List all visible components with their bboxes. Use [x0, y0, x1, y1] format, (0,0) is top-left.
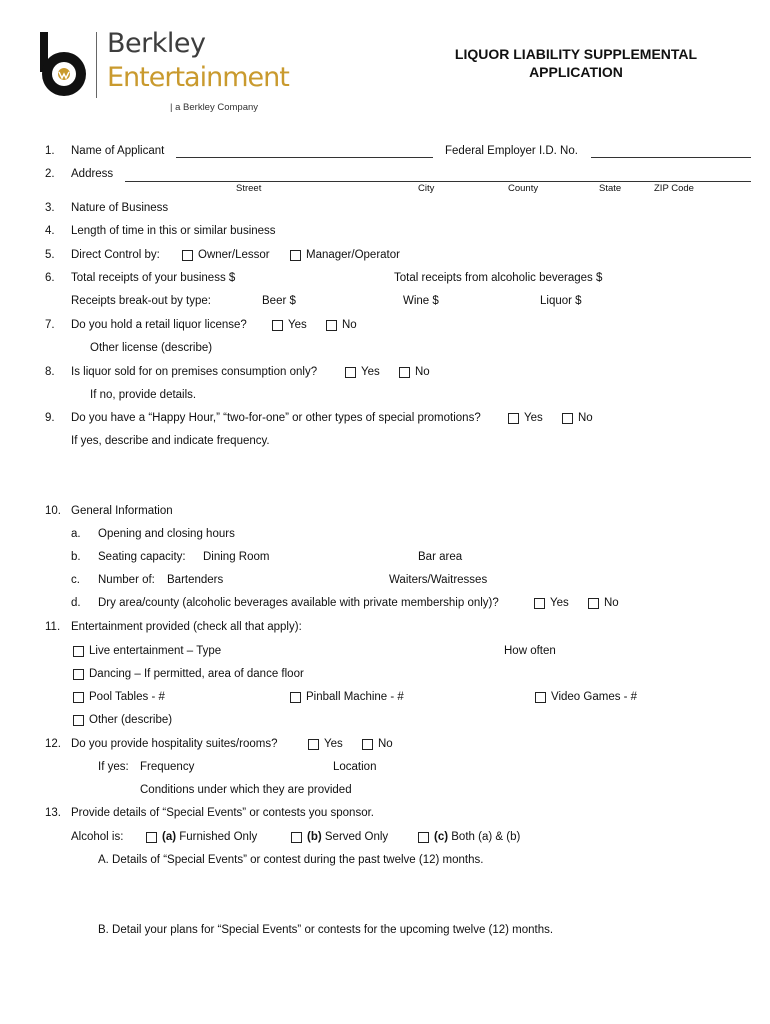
- q9-label: Do you have a “Happy Hour,” “two-for-one” or other types of special promotions?: [71, 412, 481, 424]
- owner-lessor-label: Owner/Lessor: [198, 249, 270, 261]
- q10a-letter: a.: [71, 528, 81, 540]
- option-a-marker: (a): [162, 831, 177, 843]
- logo-tagline: | a Berkley Company: [170, 102, 259, 113]
- address-city-caption: City: [418, 183, 435, 194]
- premises-yes-label: Yes: [361, 366, 380, 378]
- company-logo: [38, 28, 289, 120]
- q6-number: 6.: [45, 272, 55, 284]
- pinball-label: Pinball Machine - #: [306, 691, 404, 703]
- q4-label: Length of time in this or similar business: [71, 225, 276, 237]
- q10b-letter: b.: [71, 551, 81, 563]
- q1-number: 1.: [45, 145, 55, 157]
- license-yes-label: Yes: [288, 319, 307, 331]
- license-yes-checkbox[interactable]: [272, 320, 283, 331]
- q10-label: General Information: [71, 505, 173, 517]
- q7-number: 7.: [45, 319, 55, 331]
- video-games-label: Video Games - #: [551, 691, 638, 703]
- q11-number: 11.: [45, 621, 61, 633]
- option-b-text: Served Only: [324, 831, 389, 843]
- q13-label: Provide details of “Special Events” or contests you sponsor.: [71, 807, 374, 819]
- premises-no-label: No: [415, 366, 430, 378]
- other-entertainment-label: Other (describe): [89, 714, 173, 726]
- hospitality-yes-label: Yes: [324, 738, 343, 750]
- other-entertainment-checkbox[interactable]: [73, 715, 84, 726]
- manager-operator-checkbox[interactable]: [290, 250, 301, 261]
- logo-divider: [96, 32, 97, 98]
- q12-label: Do you provide hospitality suites/rooms?: [71, 738, 278, 750]
- q10d-letter: d.: [71, 597, 81, 609]
- license-no-checkbox[interactable]: [326, 320, 337, 331]
- q6-label: Total receipts of your business $: [71, 272, 236, 284]
- furnished-only-checkbox[interactable]: [146, 832, 157, 843]
- q10d-label: Dry area/county (alcoholic beverages available with private membership only)?: [98, 597, 499, 609]
- applicant-name-field[interactable]: [176, 157, 433, 158]
- manager-operator-label: Manager/Operator: [306, 249, 400, 261]
- logo-brand-top: Berkley: [107, 28, 206, 59]
- pool-tables-checkbox[interactable]: [73, 692, 84, 703]
- premises-yes-checkbox[interactable]: [345, 367, 356, 378]
- q10b-label: Seating capacity:: [98, 551, 186, 563]
- fein-field[interactable]: [591, 157, 751, 158]
- address-state-caption: State: [599, 183, 622, 194]
- special-events-past-label: A. Details of “Special Events” or contest during the past twelve (12) months.: [98, 854, 484, 866]
- happy-hour-ifyes-label: If yes, describe and indicate frequency.: [71, 435, 270, 447]
- q13-number: 13.: [45, 807, 61, 819]
- q8-label: Is liquor sold for on premises consumption only?: [71, 366, 318, 378]
- special-events-future-label: B. Detail your plans for “Special Events” or contests for the upcoming twelve (12) months.: [98, 924, 554, 936]
- dining-room-label: Dining Room: [203, 551, 270, 563]
- location-label: Location: [333, 761, 377, 773]
- hospitality-no-checkbox[interactable]: [362, 739, 373, 750]
- liquor-receipts-label: Liquor $: [540, 295, 582, 307]
- dancing-label: Dancing – If permitted, area of dance floor: [89, 668, 304, 680]
- q10-number: 10.: [45, 505, 61, 517]
- how-often-label: How often: [504, 645, 556, 657]
- document-title-line2: APPLICATION: [529, 64, 623, 80]
- premises-ifno-label: If no, provide details.: [90, 389, 197, 401]
- option-c-marker: (c): [434, 831, 449, 843]
- dry-area-no-checkbox[interactable]: [588, 598, 599, 609]
- frequency-label: Frequency: [140, 761, 195, 773]
- hospitality-yes-checkbox[interactable]: [308, 739, 319, 750]
- pool-tables-label: Pool Tables - #: [89, 691, 165, 703]
- q5-label: Direct Control by:: [71, 249, 160, 261]
- live-entertainment-checkbox[interactable]: [73, 646, 84, 657]
- waiters-label: Waiters/Waitresses: [389, 574, 488, 586]
- q2-label: Address: [71, 168, 114, 180]
- served-only-checkbox[interactable]: [291, 832, 302, 843]
- both-checkbox[interactable]: [418, 832, 429, 843]
- option-a-text: Furnished Only: [179, 831, 258, 843]
- receipts-breakout-label: Receipts break-out by type:: [71, 295, 211, 307]
- dry-area-no-label: No: [604, 597, 619, 609]
- bartenders-label: Bartenders: [167, 574, 224, 586]
- q3-number: 3.: [45, 202, 55, 214]
- address-county-caption: County: [508, 183, 539, 194]
- hospitality-ifyes-label: If yes:: [98, 761, 129, 773]
- q7-label: Do you hold a retail liquor license?: [71, 319, 247, 331]
- live-entertainment-label: Live entertainment – Type: [89, 645, 222, 657]
- video-games-checkbox[interactable]: [535, 692, 546, 703]
- q12-number: 12.: [45, 738, 61, 750]
- q9-number: 9.: [45, 412, 55, 424]
- dancing-checkbox[interactable]: [73, 669, 84, 680]
- happy-hour-yes-checkbox[interactable]: [508, 413, 519, 424]
- pinball-checkbox[interactable]: [290, 692, 301, 703]
- alcohol-is-label: Alcohol is:: [71, 831, 124, 843]
- bar-area-label: Bar area: [418, 551, 463, 563]
- q5-number: 5.: [45, 249, 55, 261]
- q8-number: 8.: [45, 366, 55, 378]
- q4-number: 4.: [45, 225, 55, 237]
- berkley-b-logo-icon: [38, 32, 90, 102]
- license-no-label: No: [342, 319, 357, 331]
- address-field[interactable]: [125, 181, 751, 182]
- q10c-label: Number of:: [98, 574, 155, 586]
- option-b-marker: (b): [307, 831, 322, 843]
- hospitality-no-label: No: [378, 738, 393, 750]
- address-street-caption: Street: [236, 183, 262, 194]
- document-title-line1: LIQUOR LIABILITY SUPPLEMENTAL: [454, 46, 698, 62]
- served-only-label: [307, 831, 388, 843]
- other-license-label: Other license (describe): [90, 342, 213, 354]
- happy-hour-no-label: No: [578, 412, 593, 424]
- q1-fein-label: Federal Employer I.D. No.: [445, 145, 578, 157]
- dry-area-yes-label: Yes: [550, 597, 569, 609]
- q10a-label: Opening and closing hours: [98, 528, 235, 540]
- furnished-only-label: [162, 831, 257, 843]
- q3-label: Nature of Business: [71, 202, 169, 214]
- address-zip-caption: ZIP Code: [654, 183, 694, 194]
- premises-no-checkbox[interactable]: [399, 367, 410, 378]
- q10c-letter: c.: [71, 574, 80, 586]
- owner-lessor-checkbox[interactable]: [182, 250, 193, 261]
- conditions-label: Conditions under which they are provided: [140, 784, 352, 796]
- happy-hour-no-checkbox[interactable]: [562, 413, 573, 424]
- happy-hour-yes-label: Yes: [524, 412, 543, 424]
- option-c-text: Both (a) & (b): [451, 831, 521, 843]
- beer-receipts-label: Beer $: [262, 295, 296, 307]
- both-label: [434, 831, 520, 843]
- wine-receipts-label: Wine $: [403, 295, 439, 307]
- q1-label: Name of Applicant: [71, 145, 165, 157]
- alcohol-receipts-label: Total receipts from alcoholic beverages $: [394, 272, 603, 284]
- dry-area-yes-checkbox[interactable]: [534, 598, 545, 609]
- logo-brand-bottom: Entertainment: [107, 62, 289, 93]
- q11-label: Entertainment provided (check all that apply):: [71, 621, 302, 633]
- q2-number: 2.: [45, 168, 55, 180]
